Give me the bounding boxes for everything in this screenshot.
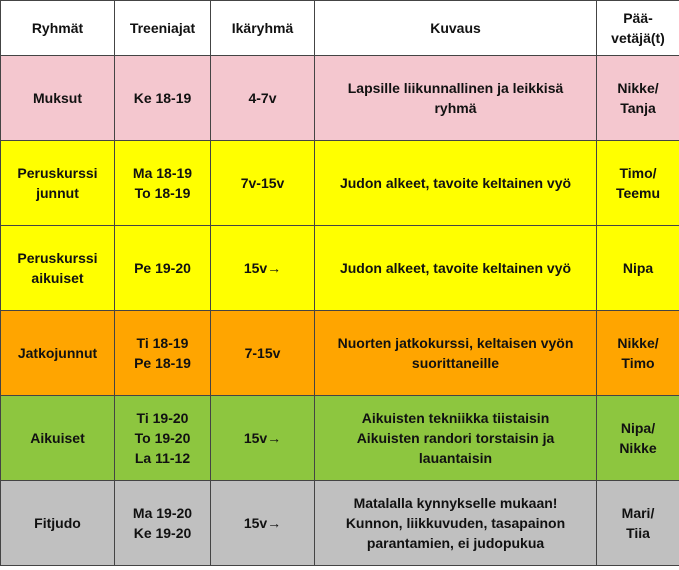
cell-leader: Nipa/ Nikke [597,396,679,481]
header-description: Kuvaus [315,1,597,56]
cell-age: 4-7v [211,56,315,141]
cell-leader: Nikke/ Timo [597,311,679,396]
cell-times: Ti 19-20 To 19-20 La 11-12 [115,396,211,481]
cell-age: 15v→ [211,481,315,566]
cell-group: Jatkojunnut [1,311,115,396]
cell-group: Muksut [1,56,115,141]
table-row [1,481,679,566]
header-leader: Pää- vetäjä(t) [597,1,679,56]
cell-group: Aikuiset [1,396,115,481]
header-age: Ikäryhmä [211,1,315,56]
cell-times: Pe 19-20 [115,226,211,311]
cell-age: 15v→ [211,396,315,481]
table-row [1,56,679,141]
table-row [1,311,679,396]
cell-age: 15v→ [211,226,315,311]
cell-group: Peruskurssi junnut [1,141,115,226]
table-row [1,226,679,311]
cell-age: 7-15v [211,311,315,396]
cell-description: Nuorten jatkokurssi, keltaisen vyön suorittaneille [315,311,597,396]
cell-group: Fitjudo [1,481,115,566]
header-groups: Ryhmät [1,1,115,56]
cell-times: Ke 18-19 [115,56,211,141]
table-row [1,141,679,226]
cell-leader: Nikke/ Tanja [597,56,679,141]
cell-description: Judon alkeet, tavoite keltainen vyö [315,141,597,226]
cell-description: Lapsille liikunnallinen ja leikkisä ryhmä [315,56,597,141]
table-header-row [1,1,679,56]
table-row [1,396,679,481]
cell-description: Aikuisten tekniikka tiistaisin Aikuisten randori torstaisin ja lauantaisin [315,396,597,481]
cell-group: Peruskurssi aikuiset [1,226,115,311]
cell-times: Ma 18-19 To 18-19 [115,141,211,226]
cell-times: Ti 18-19 Pe 18-19 [115,311,211,396]
cell-leader: Nipa [597,226,679,311]
cell-description: Judon alkeet, tavoite keltainen vyö [315,226,597,311]
cell-age: 7v-15v [211,141,315,226]
cell-leader: Mari/ Tiia [597,481,679,566]
cell-times: Ma 19-20 Ke 19-20 [115,481,211,566]
cell-leader: Timo/ Teemu [597,141,679,226]
header-times: Treeniajat [115,1,211,56]
cell-description: Matalalla kynnykselle mukaan! Kunnon, liikkuvuden, tasapainon parantamien, ei judopukua [315,481,597,566]
